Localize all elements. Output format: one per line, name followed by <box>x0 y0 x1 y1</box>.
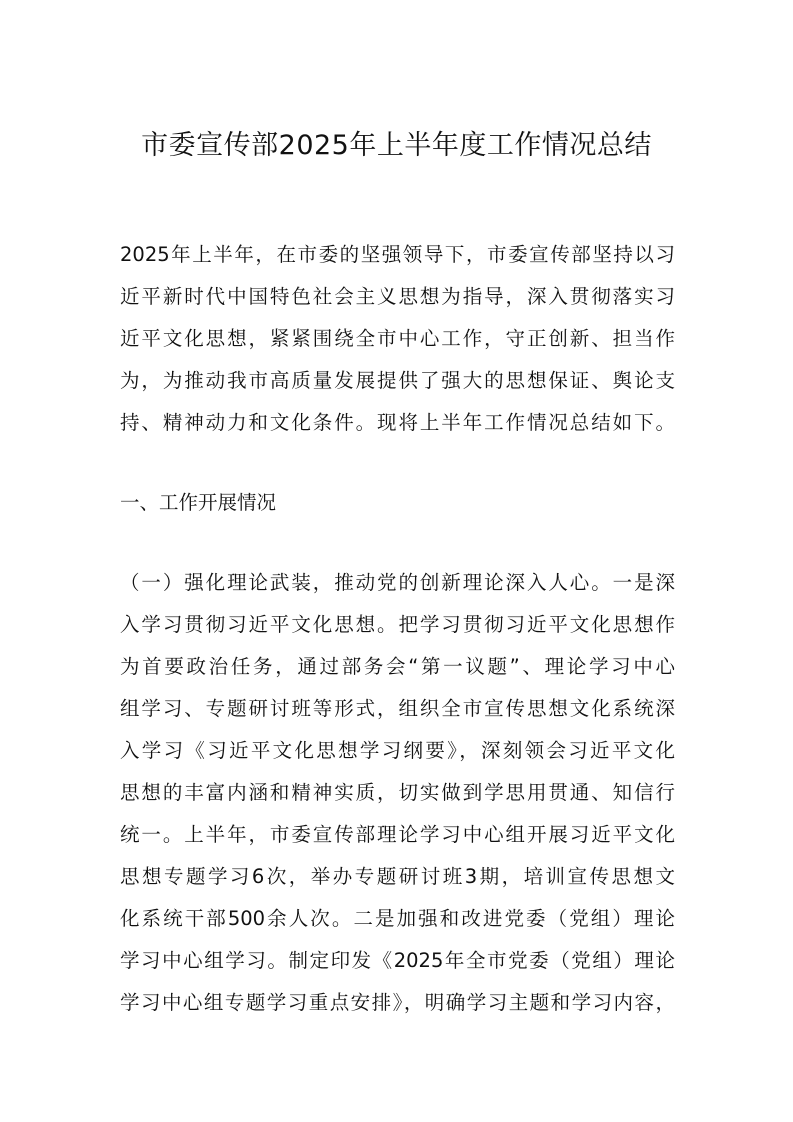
body-line: 入学习《习近平文化思想学习纲要》，深刻领会习近平文化 <box>120 739 675 762</box>
intro-line: 近平新时代中国特色社会主义思想为指导，深入贯彻落实习 <box>120 285 675 308</box>
section-heading: 一、工作开展情况 <box>120 491 277 514</box>
body-line: 为首要政治任务，通过部务会“第一议题”、理论学习中心 <box>120 655 675 678</box>
body-line: 组学习、专题研讨班等形式，组织全市宣传思想文化系统深 <box>120 697 675 720</box>
body-line: 思想的丰富内涵和精神实质，切实做到学思用贯通、知信行 <box>120 781 675 804</box>
intro-line: 2025年上半年，在市委的坚强领导下，市委宣传部坚持以习 <box>120 243 675 266</box>
intro-line: 为，为推动我市高质量发展提供了强大的思想保证、舆论支 <box>120 369 675 392</box>
body-line: 思想专题学习6次，举办专题研讨班3期，培训宣传思想文 <box>120 865 675 888</box>
body-line: 统一。上半年，市委宣传部理论学习中心组开展习近平文化 <box>120 823 675 846</box>
body-line: 学习中心组学习。制定印发《2025年全市党委（党组）理论 <box>120 949 675 972</box>
intro-line: 近平文化思想，紧紧围绕全市中心工作，守正创新、担当作 <box>120 327 675 350</box>
body-line: 学习中心组专题学习重点安排》，明确学习主题和学习内容， <box>120 991 675 1014</box>
body-line: 化系统干部500余人次。二是加强和改进党委（党组）理论 <box>120 907 675 930</box>
body-line: 入学习贯彻习近平文化思想。把学习贯彻习近平文化思想作 <box>120 613 675 636</box>
body-line: （一）强化理论武装，推动党的创新理论深入人心。一是深 <box>120 571 675 594</box>
intro-line: 持、精神动力和文化条件。现将上半年工作情况总结如下。 <box>120 411 675 434</box>
document-title: 市委宣传部2025年上半年度工作情况总结 <box>141 130 652 161</box>
